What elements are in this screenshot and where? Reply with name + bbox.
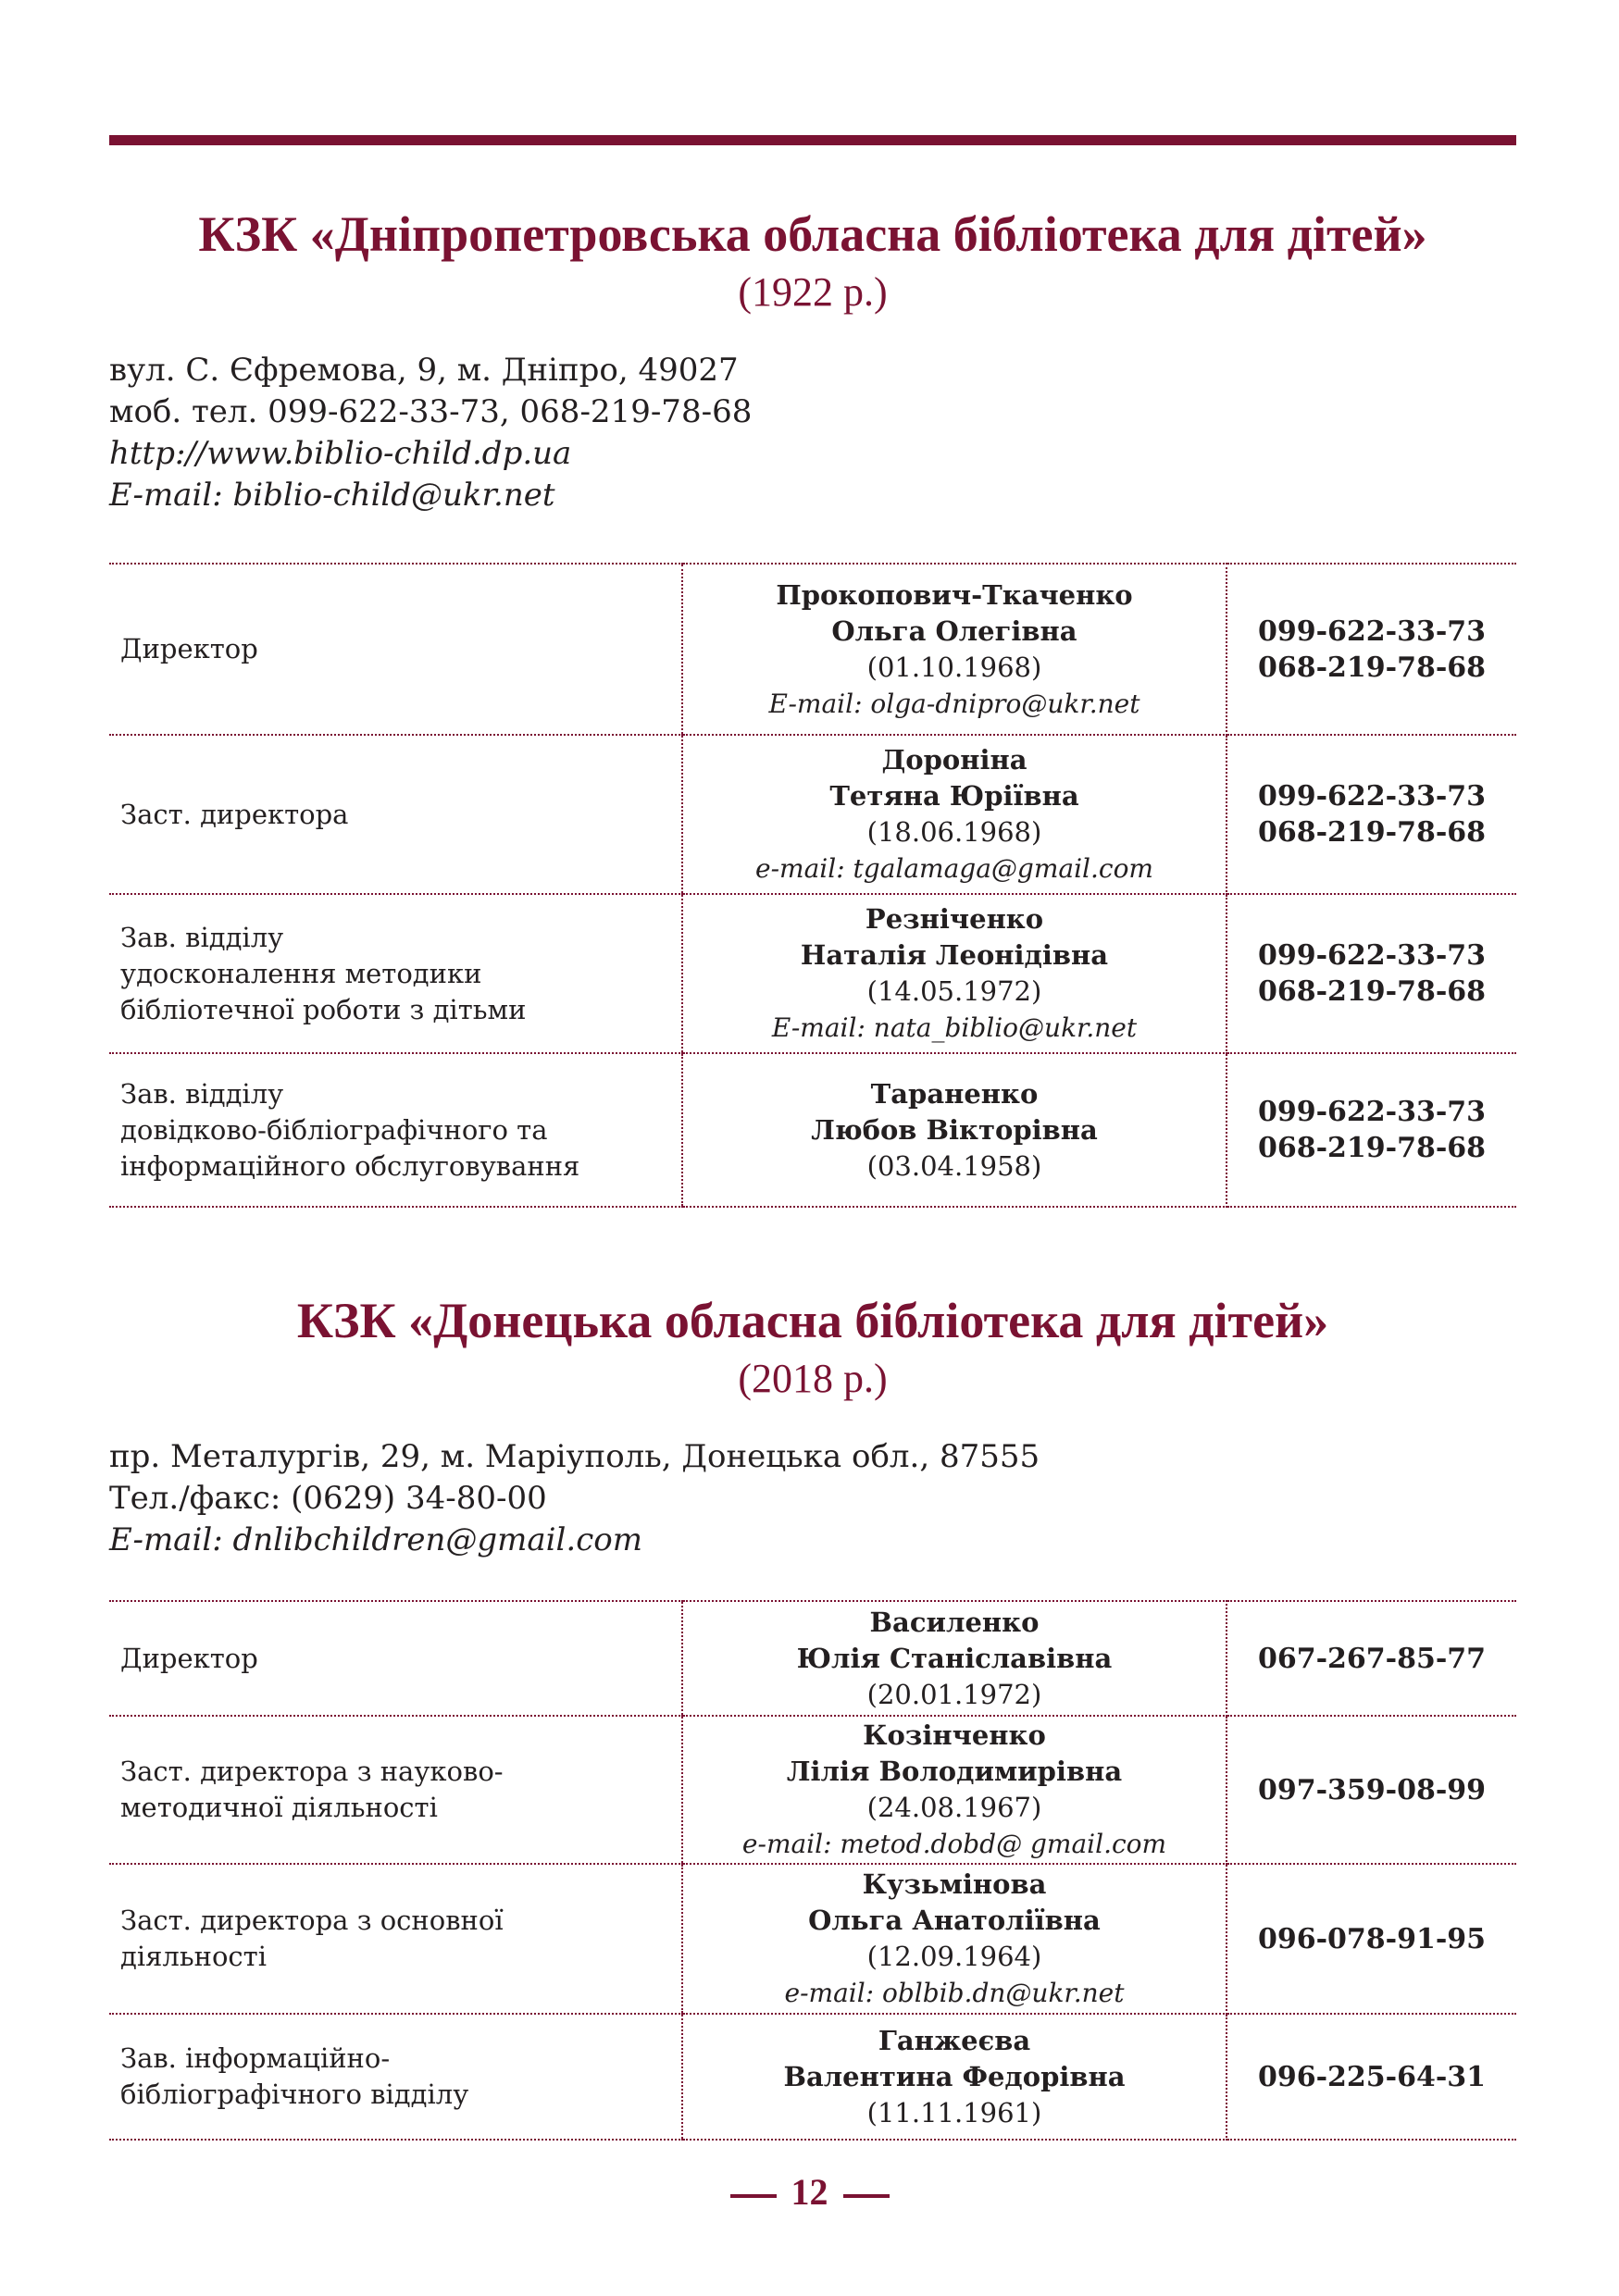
person-name: Юлія Станіславівна [796, 1642, 1113, 1674]
position-cell: Зав. відділу удосконалення методики бібліотечної роботи з дітьми [109, 894, 682, 1053]
table-row [109, 1601, 1516, 1716]
person-cell [682, 735, 1227, 894]
contact-block [109, 1436, 1516, 1561]
staff-table [109, 563, 1516, 1208]
table-row [109, 1864, 1516, 2014]
person-cell [682, 1601, 1227, 1716]
org-title: КЗК «Дніпропетровська обласна бібліотека для дітей» [198, 206, 1427, 262]
phone-cell: 096-078-91-95 [1227, 1864, 1516, 2014]
position-cell: Директор [109, 564, 682, 735]
person-cell [682, 894, 1227, 1053]
staff-table [109, 1600, 1516, 2141]
dash-right [843, 2194, 890, 2198]
address: пр. Металургів, 29, м. Маріуполь, Донецька обл., 87555 [109, 1438, 1040, 1475]
table-row [109, 1053, 1516, 1207]
contact-block [109, 350, 1516, 516]
person-cell [682, 564, 1227, 735]
table-row [109, 1716, 1516, 1864]
table-row [109, 894, 1516, 1053]
section-dnipro [109, 205, 1516, 1208]
person-dob: (14.05.1972) [866, 975, 1042, 1007]
org-year: (2018 р.) [738, 1356, 888, 1401]
person-surname: Кузьмінова [862, 1868, 1047, 1900]
person-surname: Василенко [869, 1606, 1040, 1638]
person-name: Любов Вікторівна [811, 1113, 1098, 1146]
person-email[interactable]: e-mail: oblbib.dn@ukr.net [784, 1978, 1125, 2008]
phone-cell: 067-267-85-77 [1227, 1601, 1516, 1716]
website-link[interactable]: http://www.biblio-child.dp.ua [109, 435, 572, 472]
person-cell [682, 1716, 1227, 1864]
address: вул. С. Єфремова, 9, м. Дніпро, 49027 [109, 352, 739, 389]
person-email[interactable]: E-mail: olga-dnipro@ukr.net [768, 688, 1140, 719]
person-dob: (12.09.1964) [866, 1941, 1042, 1972]
phone-cell: 099-622-33-73 068-219-78-68 [1227, 1053, 1516, 1207]
person-dob: (01.10.1968) [866, 651, 1042, 683]
org-title: КЗК «Донецька обласна бібліотека для дітей» [296, 1293, 1329, 1348]
position-cell: Зав. інформаційно- бібліографічного відділу [109, 2014, 682, 2140]
person-name: Валентина Федорівна [783, 2060, 1126, 2092]
position-cell: Заст. директора [109, 735, 682, 894]
person-dob: (11.11.1961) [866, 2096, 1042, 2128]
phone-cell: 099-622-33-73 068-219-78-68 [1227, 564, 1516, 735]
phone-line: Тел./факс: (0629) 34-80-00 [109, 1480, 547, 1517]
person-dob: (20.01.1972) [866, 1678, 1042, 1710]
person-surname: Тараненко [870, 1077, 1039, 1110]
org-year: (1922 р.) [738, 269, 888, 315]
person-name: Ольга Олегівна [831, 614, 1077, 647]
person-surname: Резніченко [865, 903, 1044, 935]
person-surname: Ганжеєва [878, 2024, 1031, 2056]
email-link[interactable]: E-mail: dnlibchildren@gmail.com [109, 1521, 642, 1558]
person-dob: (24.08.1967) [866, 1792, 1042, 1823]
person-name: Лілія Володимирівна [786, 1756, 1123, 1787]
person-cell [682, 1053, 1227, 1207]
position-cell: Директор [109, 1601, 682, 1716]
position-cell: Заст. директора з науково- методичної діяльності [109, 1716, 682, 1864]
email-link[interactable]: E-mail: biblio-child@ukr.net [109, 477, 555, 514]
top-rule [109, 135, 1516, 145]
phone-cell: 097-359-08-99 [1227, 1716, 1516, 1864]
table-row [109, 2014, 1516, 2140]
person-email[interactable]: e-mail: metod.dobd@ gmail.com [741, 1829, 1167, 1859]
page-number-text: 12 [791, 2171, 828, 2213]
phone-cell: 099-622-33-73 068-219-78-68 [1227, 894, 1516, 1053]
person-name: Наталія Леонідівна [800, 939, 1109, 971]
person-name: Ольга Анатоліївна [808, 1905, 1101, 1936]
phone-line: моб. тел. 099-622-33-73, 068-219-78-68 [109, 393, 753, 430]
person-surname: Козінченко [863, 1719, 1046, 1751]
person-dob: (18.06.1968) [866, 816, 1042, 848]
person-cell [682, 1864, 1227, 2014]
position-cell: Зав. відділу довідково-бібліографічного та інформаційного обслуговування [109, 1053, 682, 1207]
position-cell: Заст. директора з основної діяльності [109, 1864, 682, 2014]
dash-left [730, 2194, 777, 2198]
person-name: Тетяна Юріївна [829, 780, 1079, 812]
page-number [0, 2170, 1619, 2214]
table-row [109, 564, 1516, 735]
person-cell [682, 2014, 1227, 2140]
phone-cell: 096-225-64-31 [1227, 2014, 1516, 2140]
section-donetsk [109, 1292, 1516, 2141]
person-surname: Дороніна [881, 744, 1027, 776]
person-dob: (03.04.1958) [866, 1149, 1042, 1182]
person-email[interactable]: E-mail: nata_biblio@ukr.net [771, 1012, 1138, 1043]
person-email[interactable]: e-mail: tgalamaga@gmail.com [755, 853, 1153, 884]
person-surname: Прокопович-Ткаченко [776, 578, 1133, 611]
table-row [109, 735, 1516, 894]
phone-cell: 099-622-33-73 068-219-78-68 [1227, 735, 1516, 894]
